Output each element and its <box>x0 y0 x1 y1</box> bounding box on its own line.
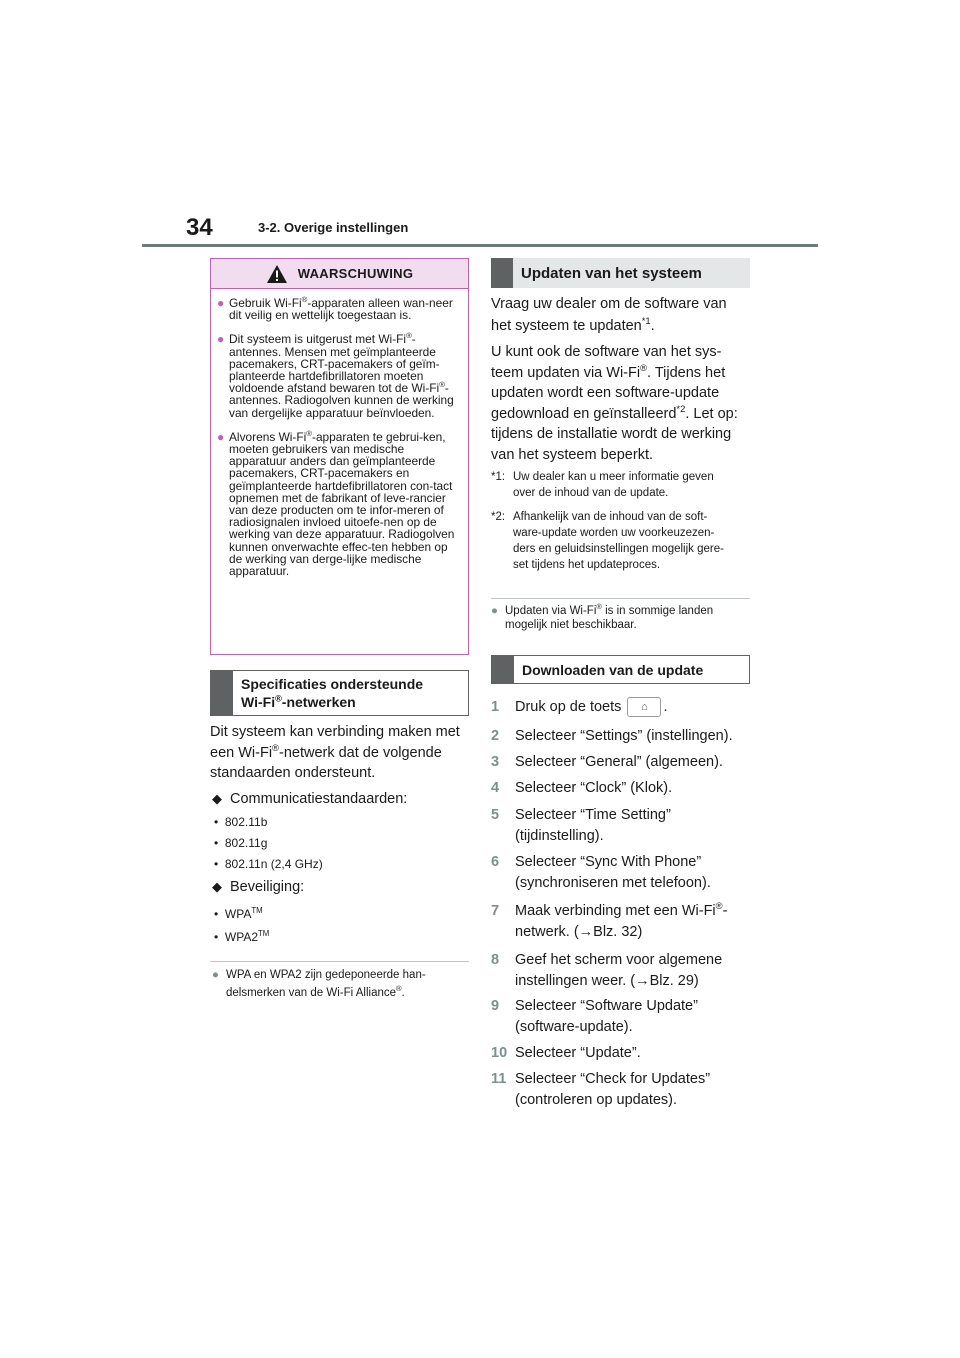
section-heading-download <box>491 655 750 684</box>
diamond-bullet-icon: ◆ <box>212 879 222 894</box>
list-item: • 802.11n (2,4 GHz) <box>214 857 323 871</box>
heading-line2: Wi-Fi®-netwerken <box>241 693 356 710</box>
heading-bar <box>492 656 514 683</box>
security-label: ◆ Beveiliging: <box>212 879 305 895</box>
note-bullet-icon: ● <box>212 969 219 981</box>
heading-bar <box>211 671 233 715</box>
step-2: 2 Selecteer “Settings” (instellingen). <box>491 728 733 744</box>
step-11: 11 Selecteer “Check for Updates” (controleren op updates). <box>491 1071 711 1108</box>
step-1: 1 Druk op de toets ⌂ . <box>491 697 667 718</box>
warning-triangle-icon <box>266 264 288 284</box>
step-5: 5 Selecteer “Time Setting” (tijdinstelling). <box>491 807 671 844</box>
warning-box <box>210 258 469 655</box>
bullet-icon: ● <box>217 332 225 347</box>
footnote-2: *2: Afhankelijk van de inhoud van de soft- ware-update worden uw voorkeuzezen- ders en geluidsinstellingen mogelijk gere- set tijdens het updateproces. <box>491 511 724 571</box>
bullet-icon: ● <box>217 429 225 444</box>
footnote-1: *1: Uw dealer kan u meer informatie geven over de inhoud van de update. <box>491 471 714 499</box>
step-6: 6 Selecteer “Sync With Phone” (synchroniseren met telefoon). <box>491 854 711 891</box>
update-paragraph-1: Vraag uw dealer om de software van het systeem te updaten$^{*1}$. <box>491 296 727 334</box>
section-header: 3-2. Overige instellingen <box>258 220 409 235</box>
step-8: 8 Geef het scherm voor algemene instellingen weer. (→Blz. 29) <box>491 952 723 989</box>
divider <box>491 598 750 599</box>
comm-standards-label: ◆ Communicatiestandaarden: <box>212 791 408 807</box>
heading-text: Updaten van het systeem <box>521 264 702 282</box>
update-paragraph-2: U kunt ook de software van het sys- teem updaten via Wi-Fi®. Tijdens het updaten wordt een software-update gedownload en geïnstalleerd$^{*2}$. Let op: tijdens de installatie wordt de werking van het systeem beperkt. <box>491 344 738 463</box>
step-4: 4 Selecteer “Clock” (Klok). <box>491 780 673 796</box>
step-10: 10 Selecteer “Update”. <box>491 1045 641 1061</box>
header-rule <box>142 244 818 247</box>
step-7: 7 Maak verbinding met een Wi-Fi®- netwerk. (→Blz. 32) <box>491 900 728 940</box>
list-item: • WPA™ <box>214 906 263 921</box>
warning-item: ● Alvorens Wi-Fi®-apparaten te gebrui-ken, moeten gebruikers van medische apparatuur anders dan geïmplanteerde pacemakers, CRT-pacemakers en geïmplanteerde hartdefibrillatoren con-tact opnemen met de fabrikant of leve-rancier van deze producten om te infor-meren of radiosignalen invloed uitoefe-nen op de werking van deze apparatuur. Radiogolven kunnen onverwachte effec-ten hebben op de werking van derge-lijke medische apparatuur. <box>217 428 455 579</box>
list-item: • 802.11g <box>214 836 268 850</box>
home-button-icon: ⌂ <box>627 697 661 717</box>
diamond-bullet-icon: ◆ <box>212 791 222 806</box>
warning-header <box>211 259 468 289</box>
heading-bar <box>491 258 513 288</box>
section-heading-update-system <box>491 258 750 288</box>
divider <box>210 961 469 962</box>
warning-item: ● Dit systeem is uitgerust met Wi-Fi®-antennes. Mensen met geïmplanteerde pacemakers, CRT-pacemakers of geïm-planteerde hartdefibrillatoren moeten voldoende afstand bewaren tot de Wi-Fi®-antennes. Radiogolven kunnen de werking van dergelijke apparatuur beïnvloeden. <box>217 331 454 420</box>
intro-paragraph: Dit systeem kan verbinding maken met een Wi-Fi®-netwerk dat de volgende standaarden ondersteunt. <box>210 724 460 781</box>
availability-note: ● Updaten via Wi-Fi® is in sommige landen mogelijk niet beschikbaar. <box>491 602 714 631</box>
heading-line1: Specificaties ondersteunde <box>241 676 424 692</box>
list-item: • WPA2™ <box>214 929 270 944</box>
heading-text: Downloaden van de update <box>522 661 704 678</box>
page-number: 34 <box>186 214 213 241</box>
step-9: 9 Selecteer “Software Update” (software-update). <box>491 998 698 1035</box>
list-item: • 802.11b <box>214 815 268 829</box>
warning-item: ● Gebruik Wi-Fi®-apparaten alleen wan-neer dit veilig en wettelijk toegestaan is. <box>217 295 453 323</box>
note-bullet-icon: ● <box>491 605 498 617</box>
section-heading-wifi-specs <box>210 670 469 716</box>
trademark-note: ● WPA en WPA2 zijn gedeponeerde han- delsmerken van de Wi-Fi Alliance®. <box>212 966 472 1002</box>
bullet-icon: ● <box>217 296 225 310</box>
warning-title: WAARSCHUWING <box>297 266 414 281</box>
step-3: 3 Selecteer “General” (algemeen). <box>491 754 723 770</box>
